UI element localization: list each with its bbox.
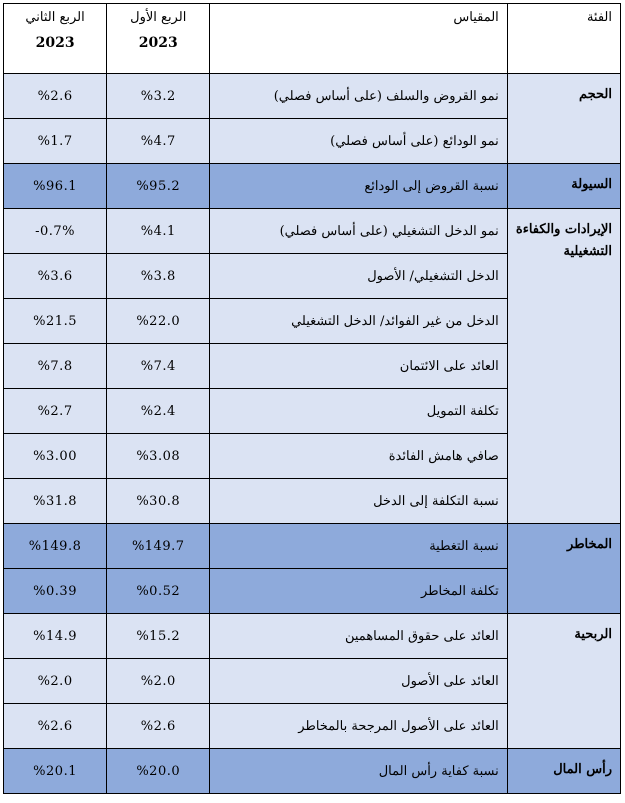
header-q1: [107, 4, 210, 74]
header-metric-label: المقياس: [453, 10, 499, 25]
value-q2: %2.6: [4, 704, 107, 749]
metric-label: نسبة التغطية: [210, 524, 507, 569]
metric-label: صافي هامش الفائدة: [210, 434, 507, 479]
header-q2-label: الربع الثاني: [25, 10, 85, 25]
header-q2: [4, 4, 107, 74]
value-q1: %4.1: [107, 209, 210, 254]
value-q1: %95.2: [107, 164, 210, 209]
category-label: السيولة: [507, 164, 620, 209]
metric-label: نمو الودائع (على أساس فصلي): [210, 119, 507, 164]
value-q1: %2.0: [107, 659, 210, 704]
table-row: [4, 209, 621, 254]
value-q1: %3.8: [107, 254, 210, 299]
header-row: [4, 4, 621, 74]
header-metric: [210, 4, 507, 74]
metric-label: العائد على الائتمان: [210, 344, 507, 389]
value-q1: %7.4: [107, 344, 210, 389]
value-q2: %2.7: [4, 389, 107, 434]
metric-label: نسبة كفاية رأس المال: [210, 749, 507, 794]
value-q1: %0.52: [107, 569, 210, 614]
metric-label: نمو القروض والسلف (على أساس فصلي): [210, 74, 507, 119]
category-label: الحجم: [507, 74, 620, 164]
value-q1: %4.7: [107, 119, 210, 164]
value-q1: %15.2: [107, 614, 210, 659]
metric-label: نسبة التكلفة إلى الدخل: [210, 479, 507, 524]
header-category-label: الفئة: [586, 10, 612, 25]
financial-metrics-table: [3, 3, 621, 794]
category-label: الإيرادات والكفاءة التشغيلية: [507, 209, 620, 524]
value-q2: %96.1: [4, 164, 107, 209]
metric-label: تكلفة التمويل: [210, 389, 507, 434]
metric-label: نمو الدخل التشغيلي (على أساس فصلي): [210, 209, 507, 254]
category-label: الربحية: [507, 614, 620, 749]
value-q2: %31.8: [4, 479, 107, 524]
category-label: رأس المال: [507, 749, 620, 794]
value-q2: %149.8: [4, 524, 107, 569]
value-q2: %20.1: [4, 749, 107, 794]
header-category: [507, 4, 620, 74]
value-q2: %3.6: [4, 254, 107, 299]
metric-label: الدخل التشغيلي/ الأصول: [210, 254, 507, 299]
table-row: [4, 524, 621, 569]
metric-label: العائد على حقوق المساهمين: [210, 614, 507, 659]
header-q1-year: 2023: [138, 35, 178, 51]
metric-label: الدخل من غير الفوائد/ الدخل التشغيلي: [210, 299, 507, 344]
metric-label: العائد على الأصول: [210, 659, 507, 704]
value-q1: %30.8: [107, 479, 210, 524]
header-q1-label: الربع الأول: [130, 10, 187, 25]
value-q1: %20.0: [107, 749, 210, 794]
value-q1: %2.4: [107, 389, 210, 434]
table-row: [4, 74, 621, 119]
value-q1: %2.6: [107, 704, 210, 749]
value-q1: %22.0: [107, 299, 210, 344]
header-q2-year: 2023: [35, 35, 75, 51]
metric-label: نسبة القروض إلى الودائع: [210, 164, 507, 209]
value-q2: %1.7: [4, 119, 107, 164]
value-q1: %3.08: [107, 434, 210, 479]
value-q2: -0.7%: [4, 209, 107, 254]
value-q2: %0.39: [4, 569, 107, 614]
table-row: [4, 749, 621, 794]
table-row: [4, 614, 621, 659]
table-row: [4, 164, 621, 209]
value-q2: %14.9: [4, 614, 107, 659]
category-label: المخاطر: [507, 524, 620, 614]
metric-label: تكلفة المخاطر: [210, 569, 507, 614]
metric-label: العائد على الأصول المرجحة بالمخاطر: [210, 704, 507, 749]
value-q2: %7.8: [4, 344, 107, 389]
value-q1: %149.7: [107, 524, 210, 569]
value-q2: %2.0: [4, 659, 107, 704]
value-q2: %2.6: [4, 74, 107, 119]
value-q1: %3.2: [107, 74, 210, 119]
value-q2: %21.5: [4, 299, 107, 344]
value-q2: %3.00: [4, 434, 107, 479]
